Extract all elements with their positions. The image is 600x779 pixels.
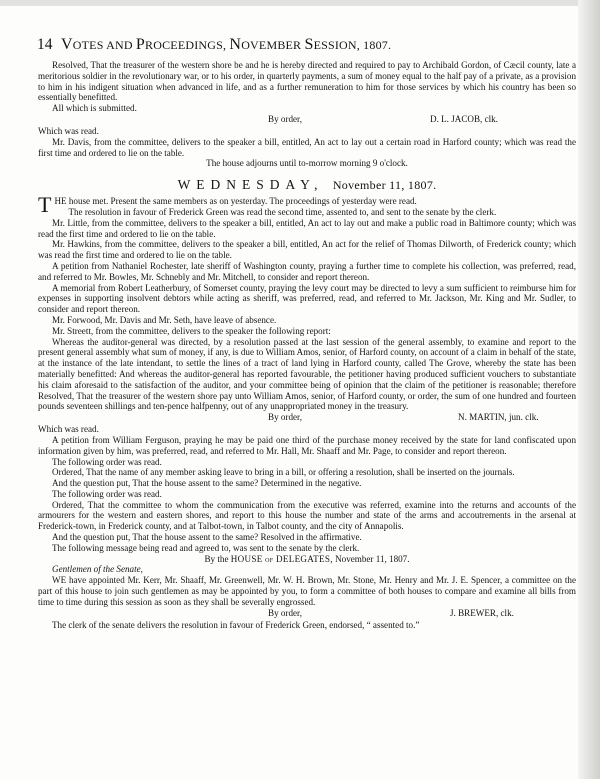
streett-report-line: Mr. Streett, from the committee, delivers to the speaker the following report: bbox=[52, 325, 331, 336]
ordered-arms-paragraph: Ordered, That the committee to whom the communication from the executive was referred, examine into the returns and accounts of the armourers for the western and eastern shores, and report to this house the number and state of the arms and accoutrements in the arsenal at Frederick-town, in Frederick county, and at Talbot-town, in Talbot county, and the city of Annapolis. bbox=[38, 499, 576, 532]
ordered-journals-paragraph: Ordered, That the name of any member asking leave to bring in a bill, or offering a resolution, shall be inserted on the journals. bbox=[52, 467, 515, 478]
hawkins-bill-paragraph: Mr. Hawkins, from the committee, delivers to the speaker a bill, entitled, An act for the relief of Thomas Dilworth, of Frederick county; which was read the first time and ordered to lie on the table. bbox=[38, 239, 576, 261]
salutation: Gentlemen of the Senate, bbox=[52, 564, 143, 575]
leatherbury-memorial-paragraph: A memorial from Robert Leatherbury, of Somerset county, praying the levy court may be directed to levy a sum sufficient to reimburse him for expenses in supporting insolvent debtors while acting as sheriff, was preferred, read, and referred to Mr. Jackson, Mr. King and Mr. Sudler, to consider and report thereon. bbox=[38, 282, 576, 315]
page-header bbox=[37, 36, 573, 56]
rochester-petition-paragraph: A petition from Nathaniel Rochester, late sheriff of Washington county, praying a further time to complete his collection, was preferred, read, and referred to Mr. Bowles, Mr. Schnebly and Mr. Mitchell, to consider and report thereon. bbox=[38, 260, 576, 282]
ferguson-petition-paragraph: A petition from William Ferguson, praying he may be paid one third of the purchase money received by the state for land confiscated upon information given by him, was preferred, read, and referred to Mr. Hall, Mr. Shaaff and Mr. Page, to consider and report thereon. bbox=[38, 434, 576, 456]
resolution-archibald-gordon: Resolved, That the treasurer of the western shore be and he is hereby directed and required to pay to Archibald Gordon, of Cæcil county, late a meritorious soldier in the revolutionary war, or to his order, in quarterly payments, a sum of money equal to the half pay of a private, as a provision to him in his indigent situation when advanced in life, and as a further remuneration to him for those services by which his country has been so essentially benefitted. bbox=[38, 60, 576, 103]
scan-shadow-top bbox=[0, 0, 600, 6]
scan-shadow-edge bbox=[578, 0, 600, 779]
house-met-paragraph: THE house met. Present the same members as on yesterday. The proceedings of yesterday were read. bbox=[38, 192, 417, 218]
message-heading: By the HOUSE of DELEGATES, November 11, 1807. bbox=[204, 553, 410, 564]
amos-report-paragraph: Whereas the auditor-general was directed, by a resolution passed at the last session of the general assembly, to examine and report to the present general assembly what sum of money, if any, is due to William Amos, senior, of Harford county, on account of a claim in behalf of the state, at the instance of the late intendant, to settle the lines of a tract of land lying in Harford county, called The Grove, whereby the state has been materially benefitted: And whereas the auditor-general has reported favourable, the petitioner having produced sufficient vouchers to substantiate his claim aforesaid to the satisfaction of the auditor, and your committee being of opinion that the claim of the petitioner is reasonable; therefore Resolved, That the treasurer of the western shore pay unto William Amos, senior, of Harford county, or order, the sum of one hundred and fourteen pounds seventeen shillings and ten-pence halfpenny, out of any unappropriated money in the treasury. bbox=[38, 336, 577, 412]
question-negative-line: And the question put, That the house assent to the same? Determined in the negative. bbox=[52, 478, 362, 489]
page-number: 14 bbox=[37, 36, 53, 53]
message-sent-line: The following message being read and agreed to, was sent to the senate by the clerk. bbox=[52, 542, 360, 553]
day-heading: WEDNESDAY, November 11, 1807. bbox=[177, 177, 437, 193]
order-read-line: The following order was read. bbox=[52, 456, 162, 467]
signature-jacob: By order, D. L. JACOB, clk. bbox=[268, 113, 498, 124]
little-bill-paragraph: Mr. Little, from the committee, delivers to the speaker a bill, entitled, An act to lay out and make a public road in Baltimore county; which was read the first time and ordered to lie on the table. bbox=[38, 217, 576, 239]
page-body bbox=[38, 60, 576, 630]
read-line-2: Which was read. bbox=[38, 424, 99, 435]
green-resolution-paragraph: The resolution in favour of Frederick Green was read the second time, assented to, and sent to the senate by the clerk. bbox=[68, 206, 497, 217]
signature-brewer: By order, J. BREWER, clk. bbox=[268, 607, 514, 618]
committee-message-paragraph: WE have appointed Mr. Kerr, Mr. Shaaff, Mr. Greenwell, Mr. W. H. Brown, Mr. Stone, Mr. Henry and Mr. J. E. Spencer, a committee on the part of this house to join such gentlemen as may be appointed by you, to form a committee of both houses to compare and examine all bills from time to time during this session as soon as they shall be severally engrossed. bbox=[38, 575, 576, 607]
running-title: VOTES AND PROCEEDINGS, NOVEMBER SESSION, 1807. bbox=[61, 36, 392, 53]
read-line: Which was read. bbox=[38, 125, 99, 136]
question-affirmative-line: And the question put, That the house assent to the same? Resolved in the affirmative. bbox=[52, 532, 362, 543]
senate-clerk-paragraph: The clerk of the senate delivers the resolution in favour of Frederick Green, endorsed, “ assented to.” bbox=[52, 619, 420, 630]
davis-bill-paragraph: Mr. Davis, from the committee, delivers to the speaker a bill, entitled, An act to lay out a certain road in Harford county; which was read the first time and ordered to lie on the table. bbox=[38, 136, 576, 158]
submitted-line: All which is submitted. bbox=[52, 103, 137, 114]
leave-of-absence-line: Mr. Forwood, Mr. Davis and Mr. Seth, have leave of absence. bbox=[52, 314, 277, 325]
adjourn-line: The house adjourns until to-morrow morning 9 o'clock. bbox=[206, 158, 408, 169]
order-read-line-2: The following order was read. bbox=[52, 488, 162, 499]
signature-martin: By order, N. MARTIN, jun. clk. bbox=[268, 412, 539, 423]
drop-cap: T bbox=[38, 192, 52, 218]
